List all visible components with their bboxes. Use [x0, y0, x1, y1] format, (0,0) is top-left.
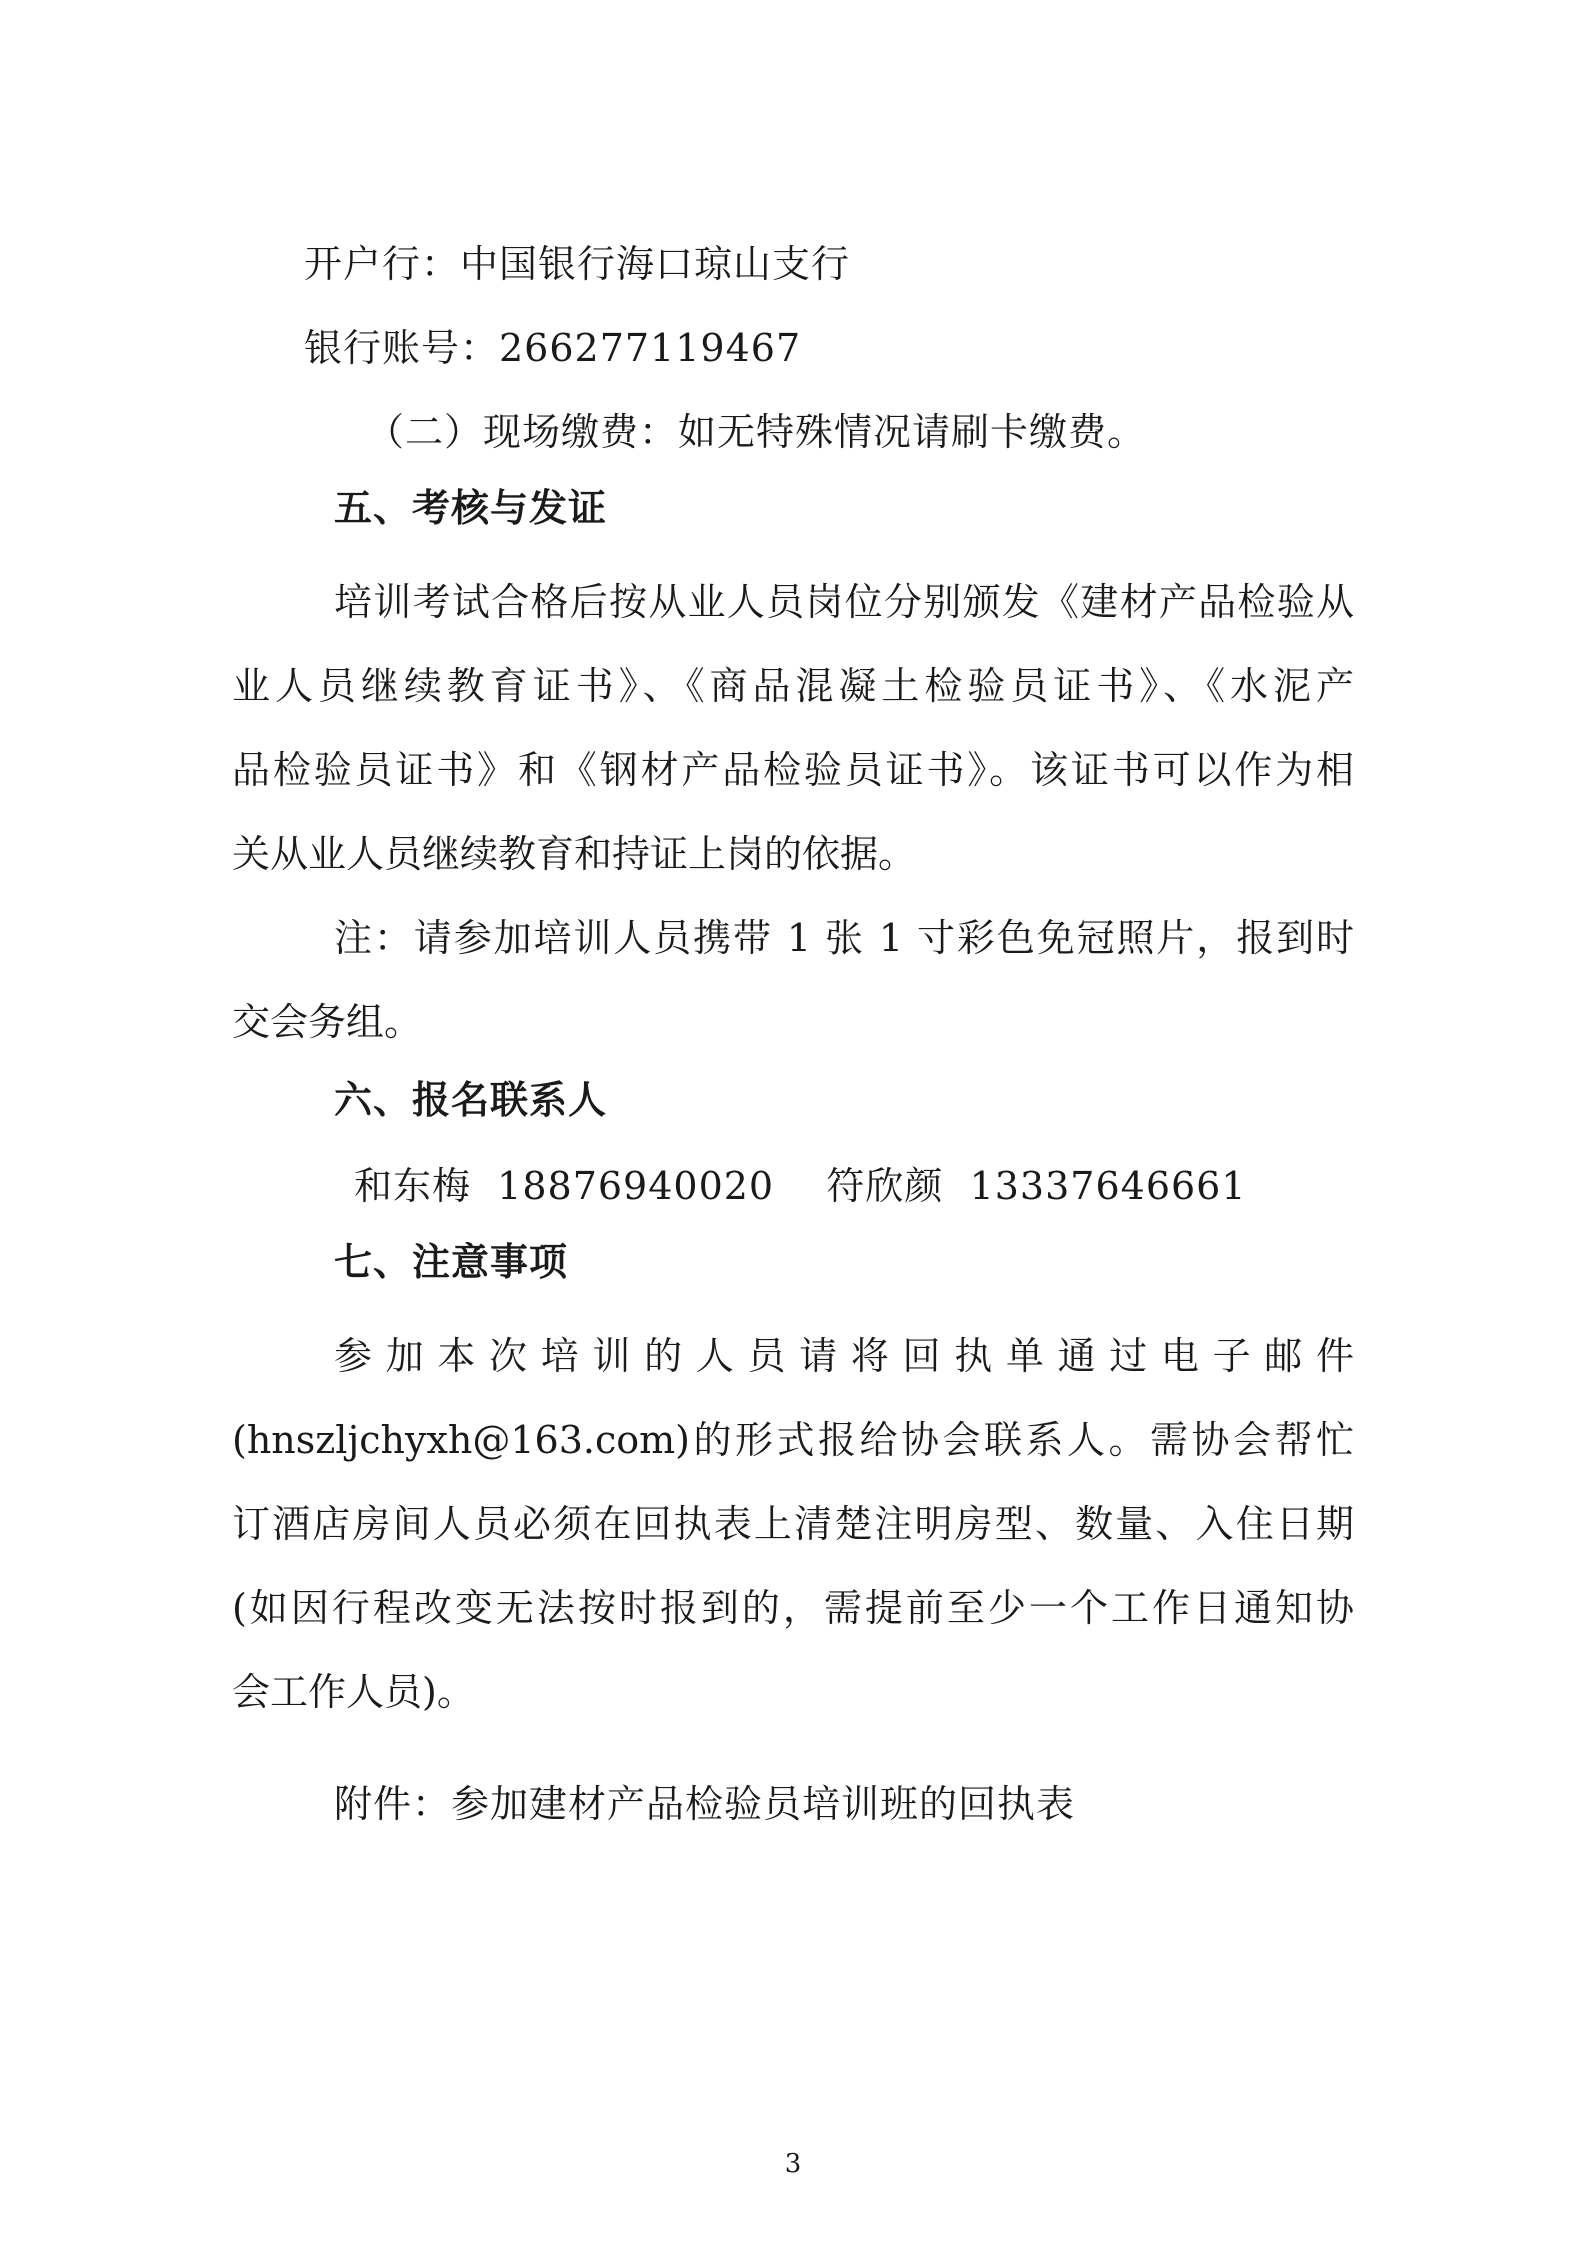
section-5-heading: 五、考核与发证	[334, 486, 608, 530]
page-number: 3	[784, 2149, 802, 2179]
note-line: 注：请参加培训人员携带 1 张 1 寸彩色免冠照片，报到时	[334, 916, 1354, 960]
section-7-line: 会工作人员)。	[232, 1670, 475, 1714]
section-5-line: 业人员继续教育证书》、《商品混凝土检验员证书》、《水泥产	[232, 664, 1354, 708]
section-5-line: 培训考试合格后按从业人员岗位分别颁发《建材产品检验从	[334, 580, 1354, 624]
section-7-heading: 七、注意事项	[334, 1240, 569, 1284]
attachment-line: 附件：参加建材产品检验员培训班的回执表	[334, 1782, 1076, 1826]
section-6-heading: 六、报名联系人	[334, 1078, 608, 1122]
section-7-line: 订酒店房间人员必须在回执表上清楚注明房型、数量、入住日期	[232, 1502, 1354, 1546]
section-5-line: 关从业人员继续教育和持证上岗的依据。	[232, 832, 917, 876]
section-5-line: 品检验员证书》和《钢材产品检验员证书》。该证书可以作为相	[232, 748, 1354, 792]
section-7-line: (如因行程改变无法按时报到的，需提前至少一个工作日通知协	[232, 1586, 1354, 1630]
section-7-line: (hnszljchyxh@163.com)的形式报给协会联系人。需协会帮忙	[232, 1418, 1354, 1462]
bank-account-line: 银行账号：266277119467	[304, 326, 802, 370]
bank-branch-line: 开户行：中国银行海口琼山支行	[304, 242, 851, 286]
contacts-line: 和东梅 18876940020 符欣颜 13337646661	[354, 1164, 1247, 1208]
note-line: 交会务组。	[232, 1000, 423, 1044]
onsite-payment-line: （二）现场缴费：如无特殊情况请刷卡缴费。	[366, 410, 1147, 454]
section-7-line: 参加本次培训的人员请将回执单通过电子邮件	[334, 1334, 1354, 1378]
